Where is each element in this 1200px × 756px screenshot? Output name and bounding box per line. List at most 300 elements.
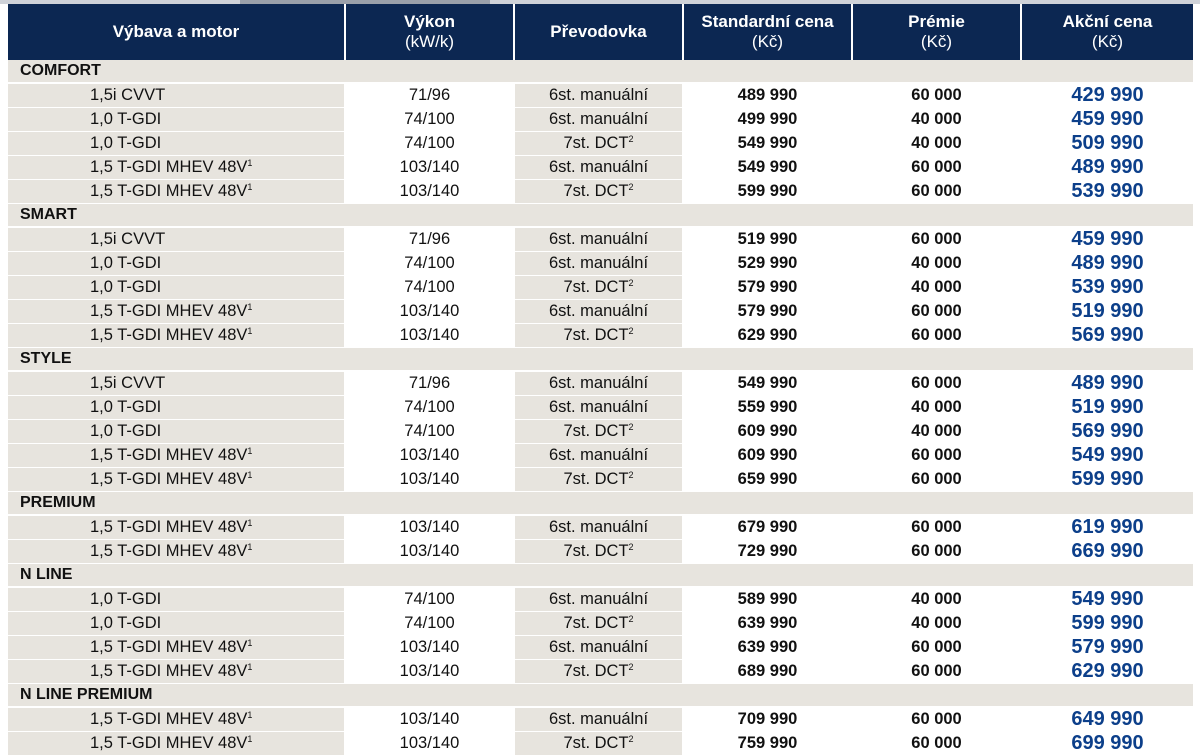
header-power (346, 4, 515, 60)
engine-cell (8, 84, 346, 108)
engine-cell (8, 180, 346, 204)
power-cell-text: 74/100 (404, 278, 455, 296)
engine-cell (8, 228, 346, 252)
sale-price-cell (1022, 468, 1193, 492)
gearbox-cell-text: 6st. manuální (548, 374, 649, 392)
gearbox-cell-text: 6st. manuální (548, 398, 649, 416)
gearbox-cell (515, 108, 684, 132)
power-cell (346, 708, 515, 732)
standard-price-cell-text: 489 990 (737, 86, 798, 104)
footnote-mark: 2 (628, 662, 634, 672)
engine-cell-text: 1,0 T-GDI (90, 110, 162, 128)
sale-price-cell-text: 489 990 (1071, 252, 1144, 274)
gearbox-cell-text: 6st. manuální (548, 710, 649, 728)
table-row (8, 252, 1193, 276)
standard-price-cell (684, 276, 853, 300)
standard-price-cell-text: 549 990 (737, 134, 798, 152)
bonus-cell (853, 708, 1022, 732)
power-cell (346, 612, 515, 636)
bonus-cell-text: 40 000 (911, 422, 962, 440)
bonus-cell (853, 612, 1022, 636)
standard-price-cell (684, 420, 853, 444)
standard-price-cell-text: 689 990 (737, 662, 798, 680)
bonus-cell (853, 108, 1022, 132)
standard-price-cell-text: 589 990 (737, 590, 798, 608)
standard-price-cell-text: 599 990 (737, 182, 798, 200)
engine-cell (8, 468, 346, 492)
gearbox-cell-text: 6st. manuální (548, 254, 649, 272)
power-cell-text: 74/100 (404, 398, 455, 416)
power-cell-text: 103/140 (399, 518, 460, 536)
engine-cell (8, 156, 346, 180)
standard-price-cell-text: 549 990 (737, 158, 798, 176)
gearbox-cell-text: 6st. manuální (548, 110, 649, 128)
table-row (8, 156, 1193, 180)
table-row (8, 516, 1193, 540)
engine-cell-text: 1,5 T-GDI MHEV 48V (90, 302, 248, 320)
sale-price-cell (1022, 588, 1193, 612)
sale-price-cell-text: 509 990 (1071, 132, 1144, 154)
power-cell (346, 252, 515, 276)
sale-price-cell-text: 629 990 (1071, 660, 1144, 682)
gearbox-cell-text: 7st. DCT (563, 182, 629, 200)
sale-price-cell (1022, 156, 1193, 180)
gearbox-cell (515, 84, 684, 108)
table-row (8, 660, 1193, 684)
sale-price-cell-text: 699 990 (1071, 732, 1144, 754)
power-cell-text: 74/100 (404, 134, 455, 152)
sale-price-cell-text: 599 990 (1071, 612, 1144, 634)
standard-price-cell (684, 588, 853, 612)
standard-price-cell (684, 252, 853, 276)
sale-price-cell (1022, 108, 1193, 132)
power-cell (346, 660, 515, 684)
gearbox-cell (515, 636, 684, 660)
power-cell-text: 103/140 (399, 638, 460, 656)
standard-price-cell-text: 629 990 (737, 326, 798, 344)
bonus-cell (853, 660, 1022, 684)
power-cell (346, 732, 515, 756)
engine-cell (8, 276, 346, 300)
footnote-mark: 1 (247, 542, 253, 552)
engine-cell (8, 612, 346, 636)
standard-price-cell (684, 132, 853, 156)
standard-price-cell-text: 639 990 (737, 614, 798, 632)
table-row (8, 324, 1193, 348)
power-cell (346, 516, 515, 540)
bonus-cell (853, 468, 1022, 492)
header-engine (8, 4, 346, 60)
standard-price-cell-text: 519 990 (737, 230, 798, 248)
power-cell-text: 71/96 (408, 86, 451, 104)
bonus-cell (853, 300, 1022, 324)
power-cell-text: 103/140 (399, 158, 460, 176)
table-row (8, 396, 1193, 420)
footnote-mark: 1 (247, 638, 253, 648)
bonus-cell-text: 40 000 (911, 614, 962, 632)
sale-price-cell (1022, 708, 1193, 732)
table-row (8, 276, 1193, 300)
power-cell-text: 103/140 (399, 662, 460, 680)
power-cell (346, 588, 515, 612)
gearbox-cell-text: 7st. DCT (563, 470, 629, 488)
sale-price-cell-text: 549 990 (1071, 588, 1144, 610)
power-cell-text: 74/100 (404, 254, 455, 272)
power-cell (346, 84, 515, 108)
standard-price-cell-text: 499 990 (737, 110, 798, 128)
bonus-cell-text: 60 000 (911, 182, 962, 200)
standard-price-cell (684, 444, 853, 468)
gearbox-cell-text: 7st. DCT (563, 734, 629, 752)
gearbox-cell-text: 7st. DCT (563, 614, 629, 632)
table-row (8, 708, 1193, 732)
bonus-cell (853, 156, 1022, 180)
engine-cell-text: 1,0 T-GDI (90, 278, 162, 296)
sale-price-cell (1022, 180, 1193, 204)
gearbox-cell-text: 6st. manuální (548, 230, 649, 248)
footnote-mark: 1 (247, 470, 253, 480)
power-cell-text: 103/140 (399, 446, 460, 464)
header-sale-price-unit: (Kč) (1091, 32, 1124, 51)
sale-price-cell (1022, 732, 1193, 756)
gearbox-cell-text: 7st. DCT (563, 422, 629, 440)
power-cell (346, 420, 515, 444)
footnote-mark: 2 (628, 614, 634, 624)
engine-cell-text: 1,0 T-GDI (90, 614, 162, 632)
footnote-mark: 1 (247, 710, 253, 720)
power-cell-text: 74/100 (404, 590, 455, 608)
footnote-mark: 1 (247, 158, 253, 168)
gearbox-cell-text: 6st. manuální (548, 86, 649, 104)
bonus-cell-text: 60 000 (911, 326, 962, 344)
gearbox-cell-text: 6st. manuální (548, 638, 649, 656)
gearbox-cell (515, 372, 684, 396)
power-cell-text: 74/100 (404, 614, 455, 632)
bonus-cell-text: 60 000 (911, 470, 962, 488)
bonus-cell-text: 40 000 (911, 110, 962, 128)
gearbox-cell-text: 6st. manuální (548, 590, 649, 608)
engine-cell (8, 636, 346, 660)
bonus-cell (853, 540, 1022, 564)
engine-cell-text: 1,5 T-GDI MHEV 48V (90, 662, 248, 680)
gearbox-cell-text: 6st. manuální (548, 518, 649, 536)
engine-cell-text: 1,5 T-GDI MHEV 48V (90, 326, 248, 344)
sale-price-cell-text: 489 990 (1071, 156, 1144, 178)
header-engine-label: Výbava a motor (112, 22, 240, 41)
bonus-cell-text: 40 000 (911, 254, 962, 272)
standard-price-cell-text: 659 990 (737, 470, 798, 488)
engine-cell-text: 1,5 T-GDI MHEV 48V (90, 470, 248, 488)
group-row (8, 684, 1193, 708)
power-cell (346, 228, 515, 252)
table-row (8, 636, 1193, 660)
gearbox-cell-text: 7st. DCT (563, 542, 629, 560)
gearbox-cell-text: 6st. manuální (548, 302, 649, 320)
group-title: N LINE PREMIUM (8, 684, 1193, 708)
bonus-cell-text: 40 000 (911, 278, 962, 296)
power-cell (346, 132, 515, 156)
sale-price-cell (1022, 396, 1193, 420)
gearbox-cell (515, 252, 684, 276)
gearbox-cell (515, 324, 684, 348)
table-row (8, 228, 1193, 252)
standard-price-cell (684, 180, 853, 204)
engine-cell-text: 1,0 T-GDI (90, 398, 162, 416)
engine-cell-text: 1,0 T-GDI (90, 254, 162, 272)
bonus-cell-text: 40 000 (911, 134, 962, 152)
gearbox-cell (515, 732, 684, 756)
power-cell-text: 103/140 (399, 470, 460, 488)
standard-price-cell-text: 729 990 (737, 542, 798, 560)
power-cell (346, 444, 515, 468)
bonus-cell (853, 636, 1022, 660)
engine-cell-text: 1,5i CVVT (90, 230, 166, 248)
engine-cell (8, 300, 346, 324)
power-cell-text: 74/100 (404, 422, 455, 440)
sale-price-cell (1022, 132, 1193, 156)
header-power-label: Výkon (403, 12, 456, 31)
header-row (8, 4, 1193, 60)
gearbox-cell (515, 180, 684, 204)
gearbox-cell-text: 6st. manuální (548, 446, 649, 464)
footnote-mark: 1 (247, 446, 253, 456)
sale-price-cell (1022, 444, 1193, 468)
footnote-mark: 1 (247, 302, 253, 312)
sale-price-cell-text: 429 990 (1071, 84, 1144, 106)
sale-price-cell (1022, 420, 1193, 444)
sale-price-cell (1022, 372, 1193, 396)
footnote-mark: 2 (628, 134, 634, 144)
power-cell (346, 540, 515, 564)
standard-price-cell-text: 709 990 (737, 710, 798, 728)
table-row (8, 372, 1193, 396)
sale-price-cell (1022, 516, 1193, 540)
header-power-unit: (kW/k) (404, 32, 455, 51)
standard-price-cell (684, 708, 853, 732)
sale-price-cell (1022, 324, 1193, 348)
power-cell-text: 103/140 (399, 710, 460, 728)
footnote-mark: 2 (628, 734, 634, 744)
gearbox-cell (515, 588, 684, 612)
sale-price-cell (1022, 300, 1193, 324)
bonus-cell (853, 252, 1022, 276)
footnote-mark: 2 (628, 326, 634, 336)
standard-price-cell (684, 468, 853, 492)
sale-price-cell-text: 519 990 (1071, 396, 1144, 418)
power-cell (346, 156, 515, 180)
standard-price-cell (684, 324, 853, 348)
header-standard-price (684, 4, 853, 60)
engine-cell (8, 372, 346, 396)
bonus-cell-text: 60 000 (911, 158, 962, 176)
table-row (8, 612, 1193, 636)
gearbox-cell (515, 132, 684, 156)
group-title: PREMIUM (8, 492, 1193, 516)
bonus-cell (853, 228, 1022, 252)
standard-price-cell (684, 612, 853, 636)
sale-price-cell-text: 569 990 (1071, 420, 1144, 442)
sale-price-cell-text: 649 990 (1071, 708, 1144, 730)
header-bonus-label: Prémie (908, 12, 965, 31)
engine-cell-text: 1,5 T-GDI MHEV 48V (90, 182, 248, 200)
gearbox-cell (515, 444, 684, 468)
power-cell-text: 103/140 (399, 326, 460, 344)
engine-cell-text: 1,5 T-GDI MHEV 48V (90, 734, 248, 752)
power-cell (346, 396, 515, 420)
standard-price-cell (684, 396, 853, 420)
standard-price-cell (684, 516, 853, 540)
sale-price-cell (1022, 276, 1193, 300)
engine-cell (8, 444, 346, 468)
sale-price-cell-text: 569 990 (1071, 324, 1144, 346)
group-title: COMFORT (8, 60, 1193, 84)
power-cell (346, 324, 515, 348)
engine-cell-text: 1,5 T-GDI MHEV 48V (90, 638, 248, 656)
table-row (8, 468, 1193, 492)
sale-price-cell-text: 539 990 (1071, 180, 1144, 202)
table-header (8, 4, 1193, 60)
gearbox-cell (515, 660, 684, 684)
footnote-mark: 1 (247, 518, 253, 528)
engine-cell (8, 108, 346, 132)
gearbox-cell (515, 612, 684, 636)
engine-cell-text: 1,0 T-GDI (90, 422, 162, 440)
sale-price-cell-text: 459 990 (1071, 228, 1144, 250)
header-gearbox-label: Převodovka (550, 22, 647, 41)
bonus-cell-text: 60 000 (911, 734, 962, 752)
bonus-cell-text: 60 000 (911, 230, 962, 248)
gearbox-cell-text: 7st. DCT (563, 326, 629, 344)
power-cell-text: 103/140 (399, 734, 460, 752)
engine-cell-text: 1,5 T-GDI MHEV 48V (90, 542, 248, 560)
sale-price-cell-text: 619 990 (1071, 516, 1144, 538)
bonus-cell (853, 396, 1022, 420)
bonus-cell (853, 732, 1022, 756)
group-row (8, 204, 1193, 228)
table-row (8, 588, 1193, 612)
sale-price-cell (1022, 84, 1193, 108)
bonus-cell (853, 132, 1022, 156)
bonus-cell (853, 180, 1022, 204)
sale-price-cell-text: 459 990 (1071, 108, 1144, 130)
sale-price-cell (1022, 636, 1193, 660)
engine-cell-text: 1,5 T-GDI MHEV 48V (90, 158, 248, 176)
engine-cell-text: 1,0 T-GDI (90, 134, 162, 152)
gearbox-cell-text: 6st. manuální (548, 158, 649, 176)
gearbox-cell (515, 420, 684, 444)
standard-price-cell-text: 609 990 (737, 422, 798, 440)
footnote-mark: 2 (628, 278, 634, 288)
standard-price-cell (684, 540, 853, 564)
standard-price-cell (684, 372, 853, 396)
sale-price-cell-text: 669 990 (1071, 540, 1144, 562)
standard-price-cell (684, 228, 853, 252)
engine-cell (8, 396, 346, 420)
standard-price-cell (684, 300, 853, 324)
standard-price-cell-text: 609 990 (737, 446, 798, 464)
table-row (8, 444, 1193, 468)
standard-price-cell-text: 639 990 (737, 638, 798, 656)
standard-price-cell-text: 559 990 (737, 398, 798, 416)
power-cell-text: 74/100 (404, 110, 455, 128)
standard-price-cell (684, 636, 853, 660)
sale-price-cell-text: 489 990 (1071, 372, 1144, 394)
footnote-mark: 2 (628, 542, 634, 552)
bonus-cell-text: 40 000 (911, 398, 962, 416)
engine-cell (8, 420, 346, 444)
footnote-mark: 1 (247, 326, 253, 336)
gearbox-cell-text: 7st. DCT (563, 278, 629, 296)
bonus-cell-text: 60 000 (911, 518, 962, 536)
table-body (8, 60, 1193, 756)
header-sale-price-label: Akční cena (1062, 12, 1153, 31)
bonus-cell (853, 84, 1022, 108)
engine-cell (8, 732, 346, 756)
gearbox-cell (515, 228, 684, 252)
engine-cell (8, 588, 346, 612)
table-row (8, 540, 1193, 564)
bonus-cell-text: 40 000 (911, 590, 962, 608)
power-cell (346, 300, 515, 324)
table-row (8, 300, 1193, 324)
header-gearbox (515, 4, 684, 60)
header-bonus (853, 4, 1022, 60)
header-standard-price-unit: (Kč) (751, 32, 784, 51)
sale-price-cell (1022, 252, 1193, 276)
standard-price-cell-text: 759 990 (737, 734, 798, 752)
header-standard-price-label: Standardní cena (701, 12, 834, 31)
bonus-cell (853, 420, 1022, 444)
group-row (8, 60, 1193, 84)
standard-price-cell-text: 679 990 (737, 518, 798, 536)
sale-price-cell (1022, 612, 1193, 636)
group-title: STYLE (8, 348, 1193, 372)
standard-price-cell-text: 529 990 (737, 254, 798, 272)
footnote-mark: 2 (628, 422, 634, 432)
table-row (8, 108, 1193, 132)
sale-price-cell (1022, 660, 1193, 684)
sale-price-cell-text: 599 990 (1071, 468, 1144, 490)
power-cell (346, 468, 515, 492)
gearbox-cell (515, 396, 684, 420)
standard-price-cell (684, 660, 853, 684)
bonus-cell-text: 60 000 (911, 374, 962, 392)
bonus-cell-text: 60 000 (911, 710, 962, 728)
bonus-cell (853, 276, 1022, 300)
bonus-cell (853, 372, 1022, 396)
bonus-cell-text: 60 000 (911, 302, 962, 320)
engine-cell (8, 252, 346, 276)
engine-cell (8, 324, 346, 348)
footnote-mark: 1 (247, 182, 253, 192)
engine-cell (8, 132, 346, 156)
bonus-cell (853, 588, 1022, 612)
group-title: N LINE (8, 564, 1193, 588)
standard-price-cell-text: 579 990 (737, 278, 798, 296)
gearbox-cell (515, 276, 684, 300)
gearbox-cell-text: 7st. DCT (563, 134, 629, 152)
power-cell-text: 103/140 (399, 182, 460, 200)
gearbox-cell (515, 468, 684, 492)
sale-price-cell-text: 549 990 (1071, 444, 1144, 466)
bonus-cell (853, 324, 1022, 348)
gearbox-cell (515, 156, 684, 180)
group-row (8, 492, 1193, 516)
bonus-cell-text: 60 000 (911, 662, 962, 680)
engine-cell (8, 660, 346, 684)
footnote-mark: 1 (247, 662, 253, 672)
power-cell (346, 276, 515, 300)
